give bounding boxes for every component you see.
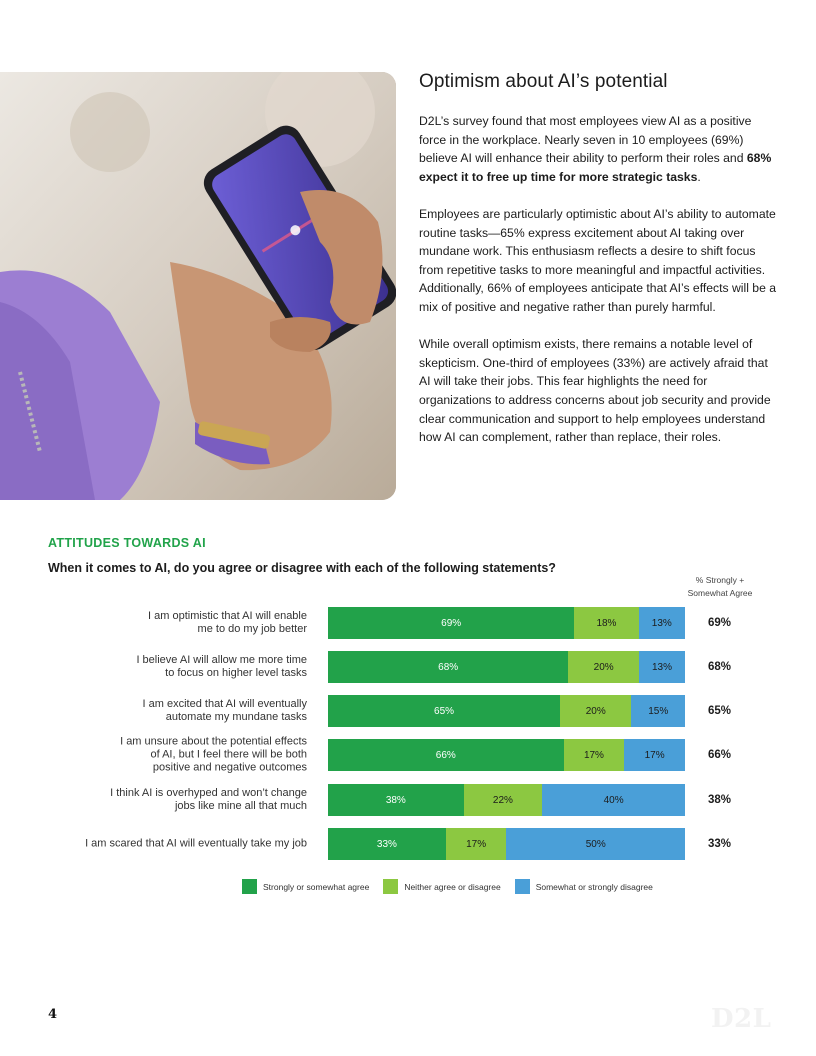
article-paragraph-3: While overall optimism exists, there remains a notable level of skepticism. One-third of employees (33%) are actively afraid that AI will take their jobs. This fear highlights the need for organizations to address concerns about job security and provide clear communication and support to help employees understand how AI can complement, rather than replace, their roles. [419, 337, 771, 445]
article-body [419, 112, 779, 465]
chart-row [0, 828, 816, 860]
row-label-line: I am scared that AI will eventually take my job [85, 837, 307, 850]
legend-label: Neither agree or disagree [404, 881, 501, 892]
legend-label: Somewhat or strongly disagree [535, 881, 653, 892]
row-total-agree: 66% [708, 749, 732, 761]
bar-segment-agree: 38% [328, 784, 464, 816]
row-label [17, 787, 307, 813]
attitudes-stacked-bar-chart [0, 600, 816, 900]
chart-legend [242, 879, 667, 894]
bar-segment-disagree: 17% [624, 739, 685, 771]
brand-logo-watermark: D2L [711, 1004, 772, 1034]
article-paragraph-1 [419, 112, 779, 186]
bar-segment-agree: 68% [328, 651, 568, 683]
bar-segment-agree: 33% [328, 828, 446, 860]
row-label-line: positive and negative outcomes [152, 761, 307, 774]
total-column-header [678, 574, 762, 600]
legend-item [242, 879, 369, 894]
stacked-bar [328, 739, 685, 771]
chart-row [0, 735, 816, 774]
row-label-line: jobs like mine all that much [174, 800, 307, 812]
row-label [17, 610, 307, 636]
bar-segment-disagree: 40% [542, 784, 685, 816]
chart-row [0, 651, 816, 683]
row-label-line: I am unsure about the potential effects [120, 735, 307, 748]
page-number: 4 [48, 1007, 58, 1022]
row-total-agree: 33% [708, 838, 732, 850]
paragraph-1-period: . [697, 169, 701, 184]
stacked-bar [328, 607, 685, 639]
row-label-line: I believe AI will allow me more time [136, 654, 307, 666]
row-label-line: I think AI is overhyped and won’t change [110, 787, 307, 799]
bar-segment-agree: 66% [328, 739, 564, 771]
article-paragraph-2: Employees are particularly optimistic about AI’s ability to automate routine tasks—65% express excitement about AI taking over mundane work. This enthusiasm reflects a desire to shift focus from repetitive tasks to more meaningful and impactful activities. Additionally, 66% of employees anticipate that AI’s effects will be a mix of positive and negative rather than purely harmful. [419, 206, 777, 314]
bar-segment-disagree: 13% [639, 607, 685, 639]
row-total-agree: 68% [708, 661, 732, 673]
bar-segment-neutral: 20% [560, 695, 631, 727]
bar-segment-neutral: 22% [464, 784, 543, 816]
row-total-agree: 38% [708, 794, 732, 806]
chart-row [0, 607, 816, 639]
row-label-line: automate my mundane tasks [165, 711, 307, 723]
paragraph-1-emphasis: 68% expect it to free up time for more strategic tasks [419, 151, 772, 184]
legend-item [515, 879, 653, 894]
row-label-line: me to do my job better [197, 623, 307, 635]
legend-swatch [242, 879, 257, 894]
row-label [17, 698, 307, 724]
row-total-agree: 65% [708, 705, 732, 717]
total-header-line-1: % Strongly + [695, 575, 745, 585]
row-label [17, 736, 307, 775]
stacked-bar [328, 784, 685, 816]
legend-item [383, 879, 500, 894]
bar-segment-neutral: 17% [446, 828, 507, 860]
row-label-line: to focus on higher level tasks [165, 667, 307, 679]
legend-label: Strongly or somewhat agree [263, 881, 370, 892]
hero-photo-phone-in-hand [0, 72, 396, 500]
bar-segment-agree: 65% [328, 695, 560, 727]
row-total-agree: 69% [708, 617, 732, 629]
legend-swatch [515, 879, 530, 894]
row-label-line: I am excited that AI will eventually [142, 698, 307, 710]
row-label-line: I am optimistic that AI will enable [148, 610, 307, 622]
stacked-bar [328, 695, 685, 727]
bar-segment-disagree: 50% [506, 828, 685, 860]
bar-segment-neutral: 18% [574, 607, 638, 639]
bar-segment-disagree: 15% [631, 695, 685, 727]
bar-segment-disagree: 13% [639, 651, 685, 683]
stacked-bar [328, 651, 685, 683]
bar-segment-neutral: 17% [564, 739, 625, 771]
chart-row [0, 784, 816, 816]
bar-segment-neutral: 20% [568, 651, 639, 683]
total-header-line-2: Somewhat Agree [687, 588, 753, 598]
paragraph-1-text: D2L’s survey found that most employees view AI as a positive force in the workplace. Nearly seven in 10 employees (69%) believe AI will enhance their ability to perform their roles and [419, 114, 752, 166]
bar-segment-agree: 69% [328, 607, 574, 639]
chart-question: When it comes to AI, do you agree or disagree with each of the following statements? [48, 561, 556, 575]
legend-swatch [383, 879, 398, 894]
row-label [17, 654, 307, 680]
stacked-bar [328, 828, 685, 860]
article-title: Optimism about AI’s potential [419, 71, 668, 92]
chart-row [0, 695, 816, 727]
row-label-line: of AI, but I feel there will be both [150, 748, 307, 761]
row-label [17, 838, 307, 851]
chart-kicker: ATTITUDES TOWARDS AI [48, 536, 206, 550]
